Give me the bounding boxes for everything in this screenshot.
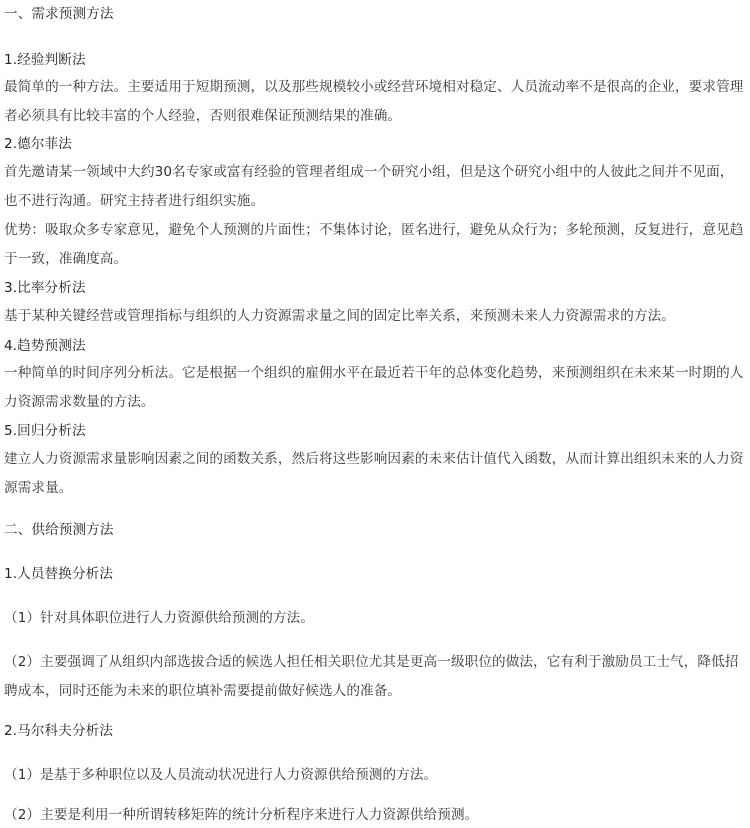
method-heading-delphi: 2.德尔菲法 bbox=[4, 136, 72, 152]
section-title-demand: 一、需求预测方法 bbox=[4, 6, 114, 22]
method-paragraph-experience: 最简单的一种方法。主要适用于短期预测，以及那些规模较小或经营环境相对稳定、人员流动率不是很高的企业，要求管理者必须具有比较丰富的个人经验，否则很难保证预测结果的准确。 bbox=[4, 79, 744, 124]
method-heading-ratio: 3.比率分析法 bbox=[4, 280, 86, 296]
method-paragraph-regression: 建立人力资源需求量影响因素之间的函数关系，然后将这些影响因素的未来估计值代入函数，从而计算出组织未来的人力资源需求量。 bbox=[4, 451, 744, 496]
method-paragraph-ratio: 基于某种关键经营或管理指标与组织的人力资源需求量之间的固定比率关系，来预测未来人力资源需求的方法。 bbox=[4, 308, 675, 324]
method-paragraph-markov-1: （1）是基于多种职位以及人员流动状况进行人力资源供给预测的方法。 bbox=[4, 767, 438, 783]
method-heading-replacement: 1.人员替换分析法 bbox=[4, 566, 114, 582]
method-paragraph-trend: 一种简单的时间序列分析法。它是根据一个组织的雇佣水平在最近若干年的总体变化趋势，来预测组织在未来某一时期的人力资源需求数量的方法。 bbox=[4, 365, 744, 410]
method-paragraph-delphi-1: 首先邀请某一领域中大约30名专家或富有经验的管理者组成一个研究小组，但是这个研究小组中的人彼此之间并不见面，也不进行沟通。研究主持者进行组织实施。 bbox=[4, 164, 734, 209]
section-title-supply: 二、供给预测方法 bbox=[4, 522, 114, 538]
method-paragraph-replacement-2: （2）主要强调了从组织内部选拔合适的候选人担任相关职位尤其是更高一级职位的做法，它有利于激励员工士气，降低招聘成本，同时还能为未来的职位填补需要提前做好候选人的准备。 bbox=[4, 654, 739, 699]
method-paragraph-markov-2: （2）主要是利用一种所谓转移矩阵的统计分析程序来进行人力资源供给预测。 bbox=[4, 807, 479, 823]
method-paragraph-replacement-1: （1）针对具体职位进行人力资源供给预测的方法。 bbox=[4, 610, 315, 626]
method-heading-trend: 4.趋势预测法 bbox=[4, 338, 86, 354]
method-paragraph-delphi-2: 优势：吸取众多专家意见，避免个人预测的片面性；不集体讨论，匿名进行，避免从众行为；多轮预测，反复进行，意见趋于一致，准确度高。 bbox=[4, 222, 744, 267]
method-heading-experience: 1.经验判断法 bbox=[4, 52, 86, 68]
method-heading-markov: 2.马尔科夫分析法 bbox=[4, 723, 114, 739]
method-heading-regression: 5.回归分析法 bbox=[4, 423, 86, 439]
